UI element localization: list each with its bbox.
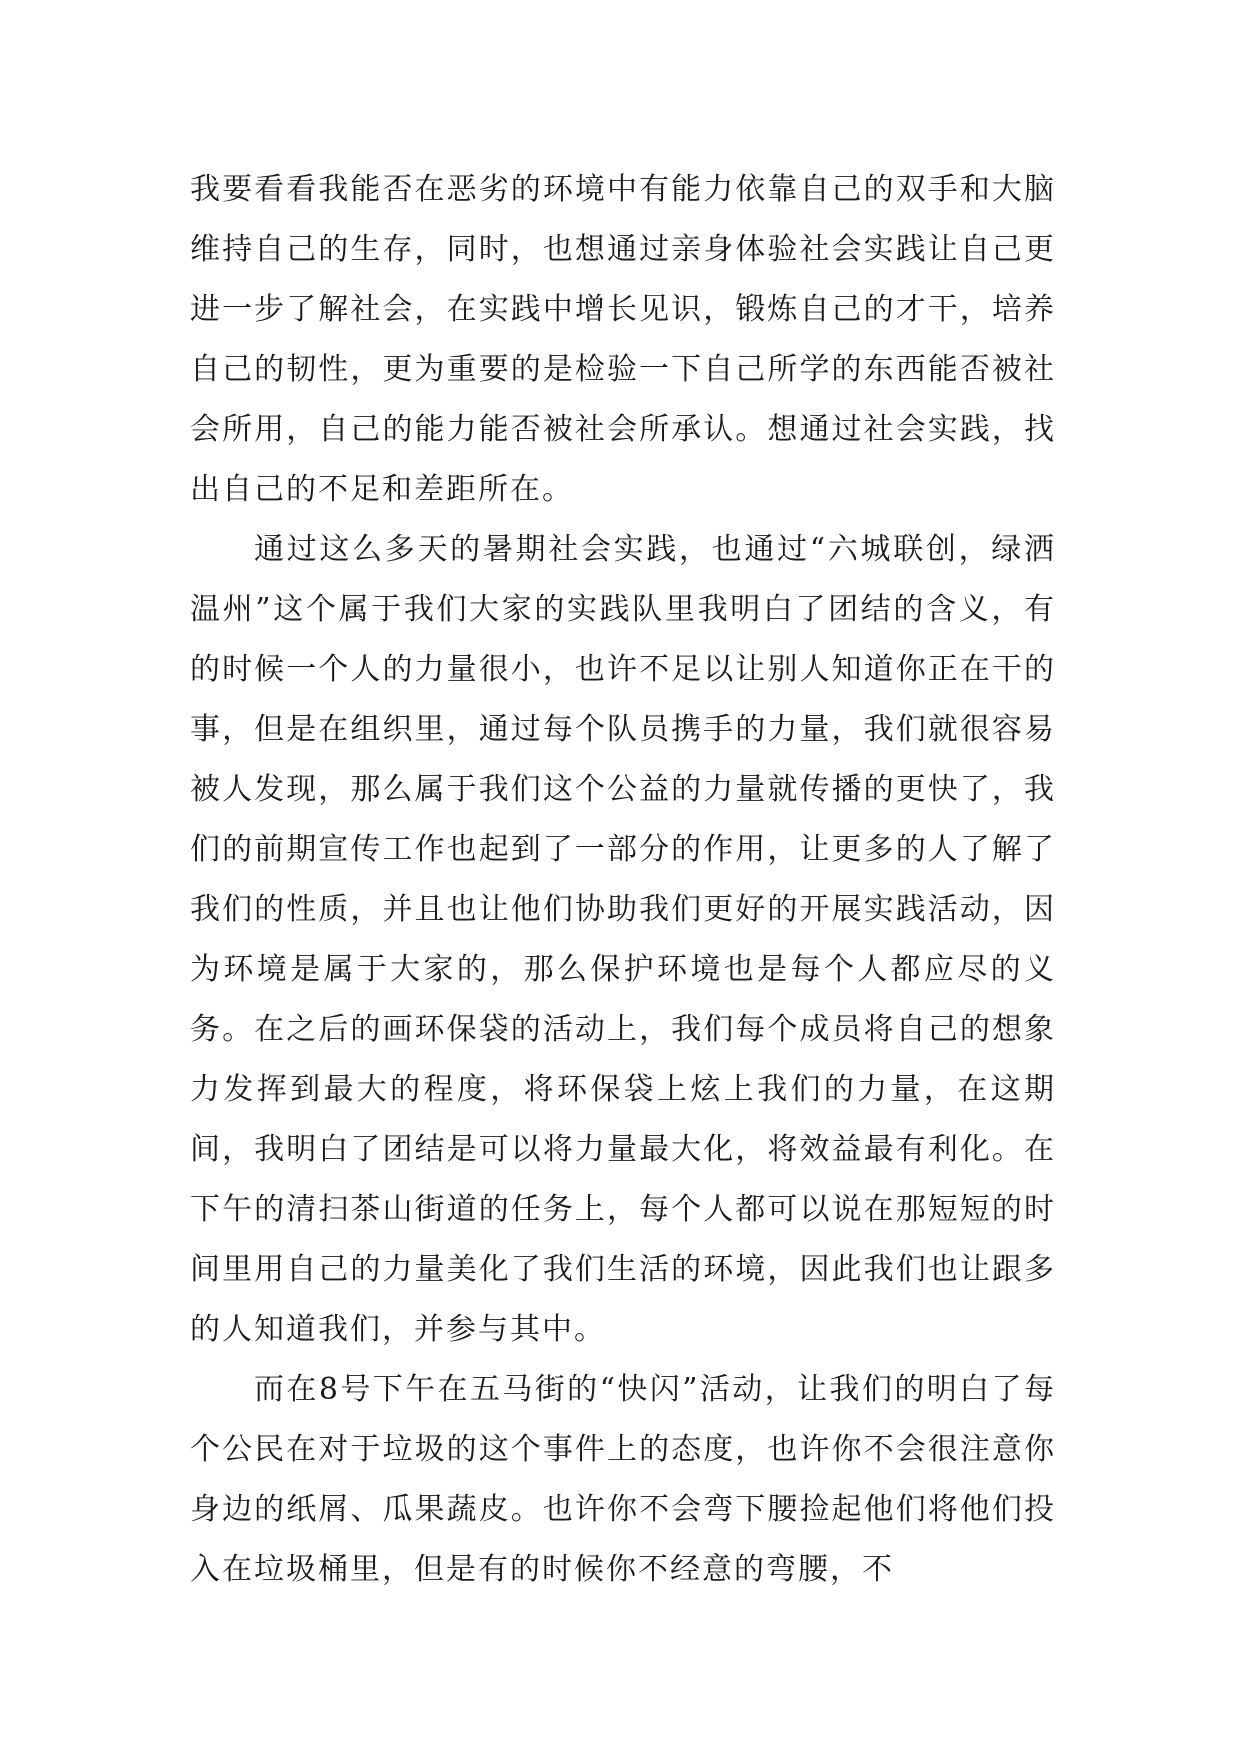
paragraph-2: 通过这么多天的暑期社会实践，也通过“六城联创，绿洒温州”这个属于我们大家的实践队里我明白了团结的含义，有的时候一个人的力量很小，也许不足以让别人知道你正在干的事，但是在组织里，通过每个队员携手的力量，我们就很容易被人发现，那么属于我们这个公益的力量就传播的更快了，我们的前期宣传工作也起到了一部分的作用，让更多的人了解了我们的性质，并且也让他们协助我们更好的开展实践活动，因为环境是属于大家的，那么保护环境也是每个人都应尽的义务。在之后的画环保袋的活动上，我们每个成员将自己的想象力发挥到最大的程度，将环保袋上炫上我们的力量，在这期间，我明白了团结是可以将力量最大化，将效益最有利化。在下午的清扫茶山街道的任务上，每个人都可以说在那短短的时间里用自己的力量美化了我们生活的环境，因此我们也让跟多的人知道我们，并参与其中。: [190, 532, 1056, 1347]
paragraph-1: 我要看看我能否在恶劣的环境中有能力依靠自己的双手和大脑维持自己的生存，同时，也想通过亲身体验社会实践让自己更进一步了解社会，在实践中增长见识，锻炼自己的才干，培养自己的韧性，更为重要的是检验一下自己所学的东西能否被社会所用，自己的能力能否被社会所承认。想通过社会实践，找出自己的不足和差距所在。: [190, 172, 1056, 507]
document-body: [190, 160, 1056, 1600]
paragraph-3: 而在8号下午在五马街的“快闪”活动，让我们的明白了每个公民在对于垃圾的这个事件上的态度，也许你不会很注意你身边的纸屑、瓜果蔬皮。也许你不会弯下腰捡起他们将他们投入在垃圾桶里，但是有的时候你不经意的弯腰，不: [190, 1372, 1056, 1587]
